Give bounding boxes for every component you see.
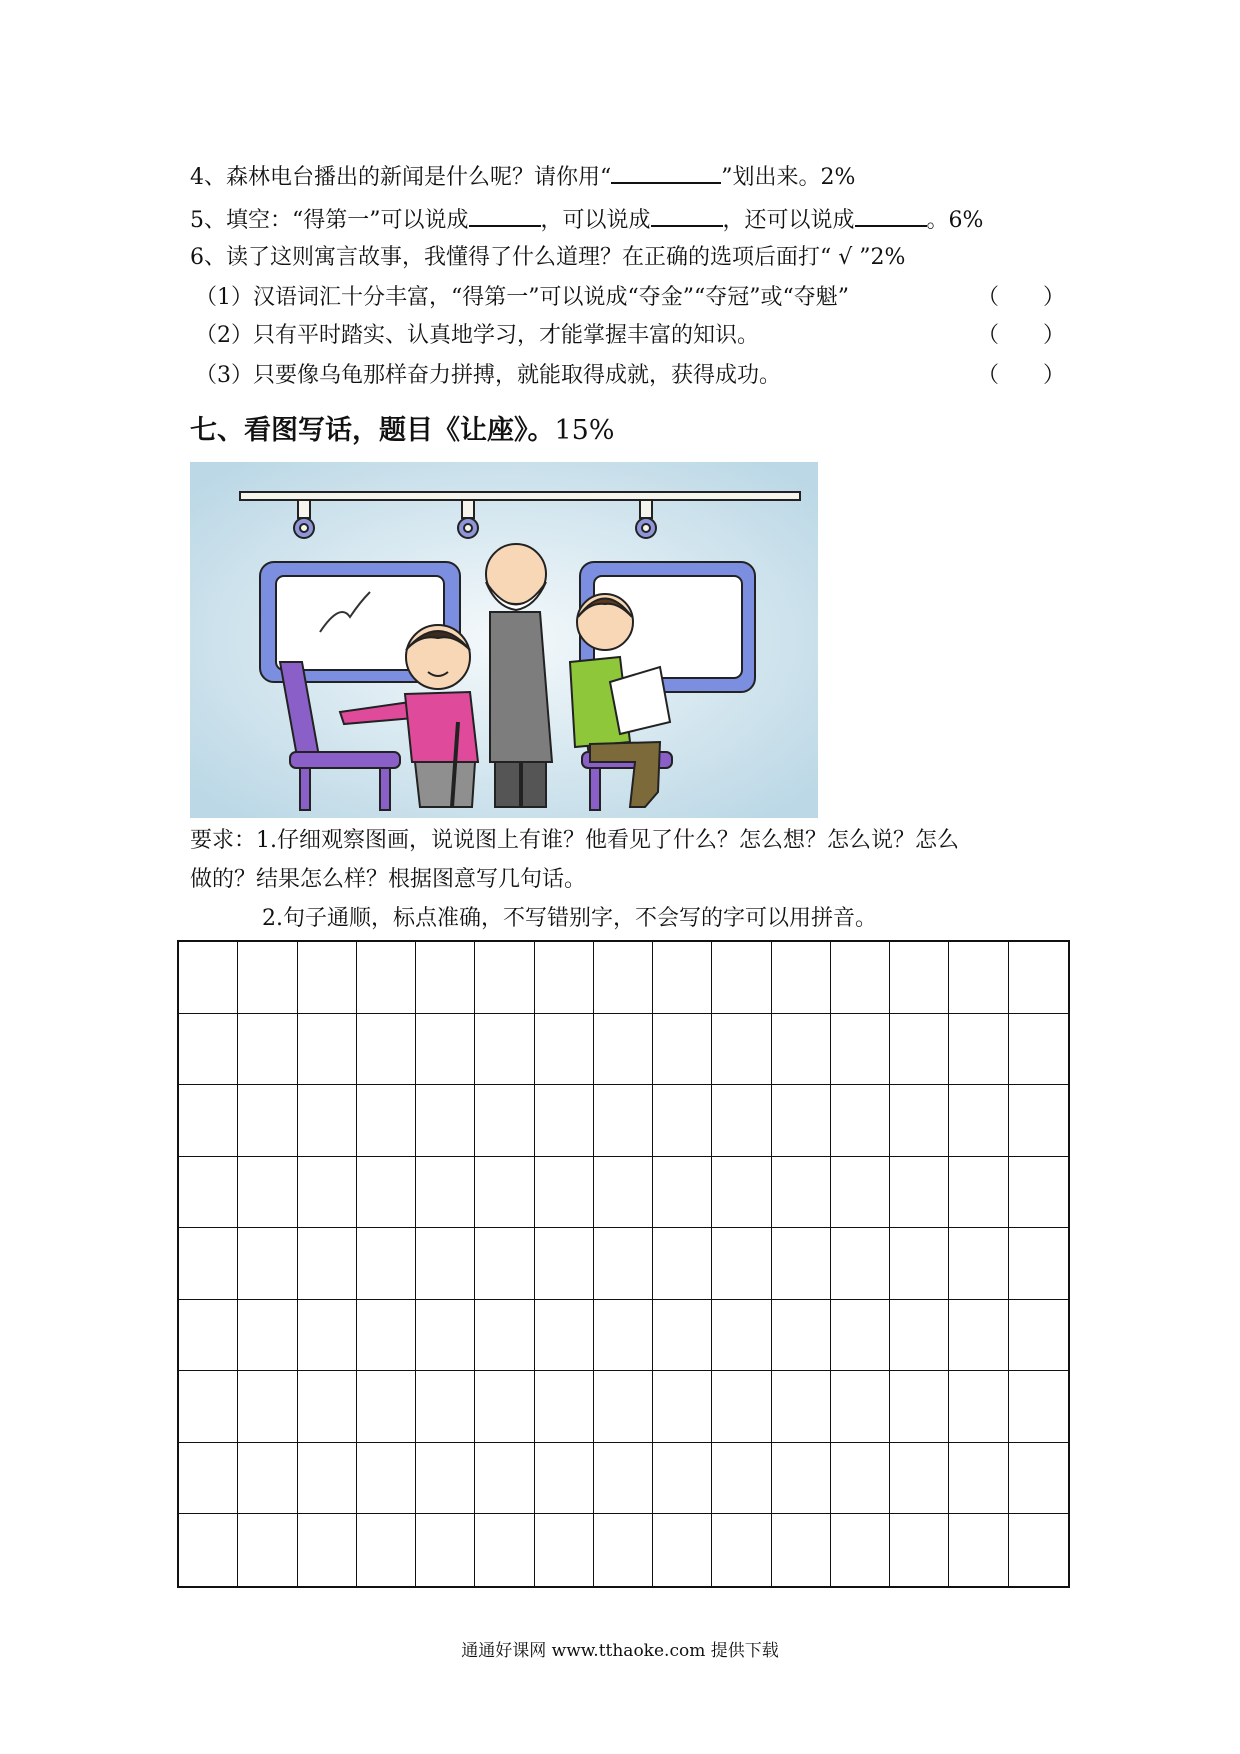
grid-cell[interactable] bbox=[535, 1371, 594, 1443]
question-5-part-3: ，还可以说成 bbox=[722, 208, 855, 233]
grid-cell[interactable] bbox=[594, 942, 653, 1014]
grid-cell[interactable] bbox=[712, 1228, 771, 1300]
grid-cell[interactable] bbox=[179, 942, 238, 1014]
grid-cell[interactable] bbox=[949, 1300, 1008, 1372]
grid-cell[interactable] bbox=[357, 1228, 416, 1300]
grid-cell[interactable] bbox=[298, 1514, 357, 1586]
grid-cell[interactable] bbox=[712, 1514, 771, 1586]
grid-cell[interactable] bbox=[831, 1300, 890, 1372]
grid-cell[interactable] bbox=[238, 942, 297, 1014]
grid-cell[interactable] bbox=[831, 942, 890, 1014]
grid-cell[interactable] bbox=[772, 1085, 831, 1157]
grid-cell[interactable] bbox=[949, 1443, 1008, 1515]
option-2-checkbox[interactable]: （ ） bbox=[976, 323, 1065, 348]
grid-cell[interactable] bbox=[535, 942, 594, 1014]
option-3-checkbox[interactable]: （ ） bbox=[976, 363, 1065, 388]
grid-cell[interactable] bbox=[238, 1085, 297, 1157]
grid-cell[interactable] bbox=[890, 1085, 949, 1157]
answer-blank-2[interactable] bbox=[651, 205, 723, 227]
grid-cell[interactable] bbox=[890, 1157, 949, 1229]
grid-cell[interactable] bbox=[949, 1514, 1008, 1586]
grid-cell[interactable] bbox=[772, 942, 831, 1014]
option-3-text: （3）只要像乌龟那样奋力拼搏，就能取得成就，获得成功。 bbox=[195, 363, 781, 388]
grid-cell[interactable] bbox=[298, 1085, 357, 1157]
grid-cell[interactable] bbox=[949, 1085, 1008, 1157]
grid-cell[interactable] bbox=[1009, 1228, 1068, 1300]
question-5-part-2: ，可以说成 bbox=[540, 208, 651, 233]
underline-sample bbox=[611, 162, 721, 184]
grid-cell[interactable] bbox=[1009, 1085, 1068, 1157]
grid-cell[interactable] bbox=[594, 1443, 653, 1515]
writing-grid bbox=[177, 940, 1070, 1588]
option-3 bbox=[195, 362, 1065, 390]
question-4-text-before: 4、森林电台播出的新闻是什么呢？请你用“ bbox=[190, 165, 612, 190]
grid-cell[interactable] bbox=[594, 1014, 653, 1086]
grid-cell[interactable] bbox=[653, 1514, 712, 1586]
grid-cell[interactable] bbox=[890, 1371, 949, 1443]
grid-cell[interactable] bbox=[179, 1514, 238, 1586]
section-7-score: 15% bbox=[554, 415, 615, 446]
grid-cell[interactable] bbox=[179, 1014, 238, 1086]
grid-cell[interactable] bbox=[357, 1085, 416, 1157]
grid-cell[interactable] bbox=[653, 1014, 712, 1086]
requirements-line-1: 要求：1.仔细观察图画，说说图上有谁？他看见了什么？怎么想？怎么说？怎么 bbox=[190, 828, 959, 853]
grid-cell[interactable] bbox=[712, 1157, 771, 1229]
grid-cell[interactable] bbox=[416, 1514, 475, 1586]
grid-cell[interactable] bbox=[238, 1514, 297, 1586]
option-1 bbox=[195, 284, 1065, 312]
grid-cell[interactable] bbox=[1009, 1371, 1068, 1443]
grid-cell[interactable] bbox=[712, 1443, 771, 1515]
grid-cell[interactable] bbox=[357, 1157, 416, 1229]
option-1-checkbox[interactable]: （ ） bbox=[976, 285, 1065, 310]
grid-cell[interactable] bbox=[416, 1014, 475, 1086]
grid-cell[interactable] bbox=[1009, 1300, 1068, 1372]
grid-cell[interactable] bbox=[535, 1300, 594, 1372]
question-5-part-4: 。6% bbox=[926, 208, 984, 233]
grid-cell[interactable] bbox=[416, 1157, 475, 1229]
requirements-line-2: 做的？结果怎么样？根据图意写几句话。 bbox=[190, 867, 587, 892]
section-7-title: 七、看图写话，题目《让座》。 bbox=[190, 415, 555, 446]
grid-cell[interactable] bbox=[712, 1371, 771, 1443]
question-5 bbox=[190, 205, 983, 235]
question-4-text-after: ”划出来。2% bbox=[721, 165, 856, 190]
grid-cell[interactable] bbox=[298, 1371, 357, 1443]
grid-cell[interactable] bbox=[416, 942, 475, 1014]
grid-cell[interactable] bbox=[831, 1014, 890, 1086]
grid-cell[interactable] bbox=[475, 1443, 534, 1515]
grid-cell[interactable] bbox=[831, 1371, 890, 1443]
answer-blank-1[interactable] bbox=[469, 205, 541, 227]
grid-cell[interactable] bbox=[831, 1085, 890, 1157]
question-5-part-1: 5、填空：“得第一”可以说成 bbox=[190, 208, 469, 233]
grid-cell[interactable] bbox=[594, 1514, 653, 1586]
requirements-line-3: 2.句子通顺，标点准确，不写错别字，不会写的字可以用拼音。 bbox=[262, 906, 877, 931]
grid-cell[interactable] bbox=[535, 1014, 594, 1086]
grid-cell[interactable] bbox=[949, 1157, 1008, 1229]
grid-cell[interactable] bbox=[831, 1514, 890, 1586]
grid-cell[interactable] bbox=[594, 1300, 653, 1372]
grid-cell[interactable] bbox=[535, 1157, 594, 1229]
grid-cell[interactable] bbox=[238, 1157, 297, 1229]
grid-cell[interactable] bbox=[298, 1443, 357, 1515]
grid-cell[interactable] bbox=[712, 1014, 771, 1086]
grid-cell[interactable] bbox=[179, 1085, 238, 1157]
grid-cell[interactable] bbox=[653, 1443, 712, 1515]
grid-cell[interactable] bbox=[1009, 1157, 1068, 1229]
grid-cell[interactable] bbox=[772, 1443, 831, 1515]
grid-cell[interactable] bbox=[475, 1514, 534, 1586]
grid-cell[interactable] bbox=[890, 1228, 949, 1300]
grid-cell[interactable] bbox=[653, 1371, 712, 1443]
grid-cell[interactable] bbox=[594, 1228, 653, 1300]
grid-cell[interactable] bbox=[949, 942, 1008, 1014]
grid-cell[interactable] bbox=[535, 1228, 594, 1300]
grid-cell[interactable] bbox=[475, 1157, 534, 1229]
grid-cell[interactable] bbox=[357, 942, 416, 1014]
question-4 bbox=[190, 162, 855, 192]
grid-cell[interactable] bbox=[357, 1014, 416, 1086]
grid-cell[interactable] bbox=[653, 942, 712, 1014]
grid-cell[interactable] bbox=[890, 942, 949, 1014]
grid-cell[interactable] bbox=[475, 1300, 534, 1372]
grid-cell[interactable] bbox=[712, 1085, 771, 1157]
grid-cell[interactable] bbox=[772, 1157, 831, 1229]
grid-cell[interactable] bbox=[357, 1514, 416, 1586]
grid-cell[interactable] bbox=[949, 1014, 1008, 1086]
grid-cell[interactable] bbox=[772, 1300, 831, 1372]
grid-cell[interactable] bbox=[238, 1371, 297, 1443]
grid-cell[interactable] bbox=[772, 1228, 831, 1300]
grid-cell[interactable] bbox=[712, 942, 771, 1014]
grid-cell[interactable] bbox=[1009, 1014, 1068, 1086]
grid-cell[interactable] bbox=[298, 1228, 357, 1300]
grid-cell[interactable] bbox=[772, 1014, 831, 1086]
grid-cell[interactable] bbox=[653, 1228, 712, 1300]
grid-cell[interactable] bbox=[772, 1514, 831, 1586]
grid-cell[interactable] bbox=[594, 1157, 653, 1229]
grid-cell[interactable] bbox=[653, 1085, 712, 1157]
grid-cell[interactable] bbox=[1009, 1514, 1068, 1586]
grid-cell[interactable] bbox=[535, 1443, 594, 1515]
grid-cell[interactable] bbox=[416, 1300, 475, 1372]
grid-cell[interactable] bbox=[357, 1300, 416, 1372]
grid-cell[interactable] bbox=[949, 1371, 1008, 1443]
grid-cell[interactable] bbox=[179, 1371, 238, 1443]
grid-cell[interactable] bbox=[712, 1300, 771, 1372]
grid-cell[interactable] bbox=[298, 1300, 357, 1372]
grid-cell[interactable] bbox=[475, 942, 534, 1014]
grid-cell[interactable] bbox=[475, 1228, 534, 1300]
grid-cell[interactable] bbox=[298, 942, 357, 1014]
grid-cell[interactable] bbox=[890, 1300, 949, 1372]
grid-cell[interactable] bbox=[416, 1085, 475, 1157]
grid-cell[interactable] bbox=[831, 1157, 890, 1229]
grid-cell[interactable] bbox=[179, 1443, 238, 1515]
grid-cell[interactable] bbox=[179, 1300, 238, 1372]
grid-cell[interactable] bbox=[831, 1443, 890, 1515]
grid-cell[interactable] bbox=[475, 1085, 534, 1157]
option-2 bbox=[195, 322, 1065, 350]
grid-cell[interactable] bbox=[653, 1157, 712, 1229]
grid-cell[interactable] bbox=[416, 1228, 475, 1300]
grid-cell[interactable] bbox=[949, 1228, 1008, 1300]
grid-cell[interactable] bbox=[535, 1085, 594, 1157]
grid-cell[interactable] bbox=[298, 1014, 357, 1086]
grid-cell[interactable] bbox=[1009, 942, 1068, 1014]
grid-cell[interactable] bbox=[357, 1371, 416, 1443]
grid-cell[interactable] bbox=[653, 1300, 712, 1372]
section-7-heading bbox=[190, 414, 615, 448]
grid-cell[interactable] bbox=[298, 1157, 357, 1229]
option-1-text: （1）汉语词汇十分丰富，“得第一”可以说成“夺金”“夺冠”或“夺魁” bbox=[195, 285, 849, 310]
grid-cell[interactable] bbox=[594, 1085, 653, 1157]
grid-cell[interactable] bbox=[357, 1443, 416, 1515]
question-6: 6、读了这则寓言故事，我懂得了什么道理？在正确的选项后面打“ √ ”2% bbox=[190, 245, 906, 270]
grid-cell[interactable] bbox=[475, 1014, 534, 1086]
grid-cell[interactable] bbox=[238, 1228, 297, 1300]
grid-cell[interactable] bbox=[890, 1514, 949, 1586]
grid-cell[interactable] bbox=[238, 1443, 297, 1515]
grid-cell[interactable] bbox=[890, 1443, 949, 1515]
grid-cell[interactable] bbox=[416, 1371, 475, 1443]
grid-cell[interactable] bbox=[238, 1300, 297, 1372]
grid-cell[interactable] bbox=[594, 1371, 653, 1443]
grid-cell[interactable] bbox=[416, 1443, 475, 1515]
answer-blank-3[interactable] bbox=[855, 205, 927, 227]
footer-credit: 通通好课网 www.tthaoke.com 提供下载 bbox=[461, 1641, 779, 1661]
grid-cell[interactable] bbox=[831, 1228, 890, 1300]
grid-cell[interactable] bbox=[179, 1228, 238, 1300]
grid-cell[interactable] bbox=[238, 1014, 297, 1086]
grid-cell[interactable] bbox=[179, 1157, 238, 1229]
grid-cell[interactable] bbox=[772, 1371, 831, 1443]
option-2-text: （2）只有平时踏实、认真地学习，才能掌握丰富的知识。 bbox=[195, 323, 759, 348]
grid-cell[interactable] bbox=[535, 1514, 594, 1586]
bus-seat-illustration bbox=[190, 462, 818, 818]
grid-cell[interactable] bbox=[890, 1014, 949, 1086]
grid-cell[interactable] bbox=[475, 1371, 534, 1443]
grid-cell[interactable] bbox=[1009, 1443, 1068, 1515]
